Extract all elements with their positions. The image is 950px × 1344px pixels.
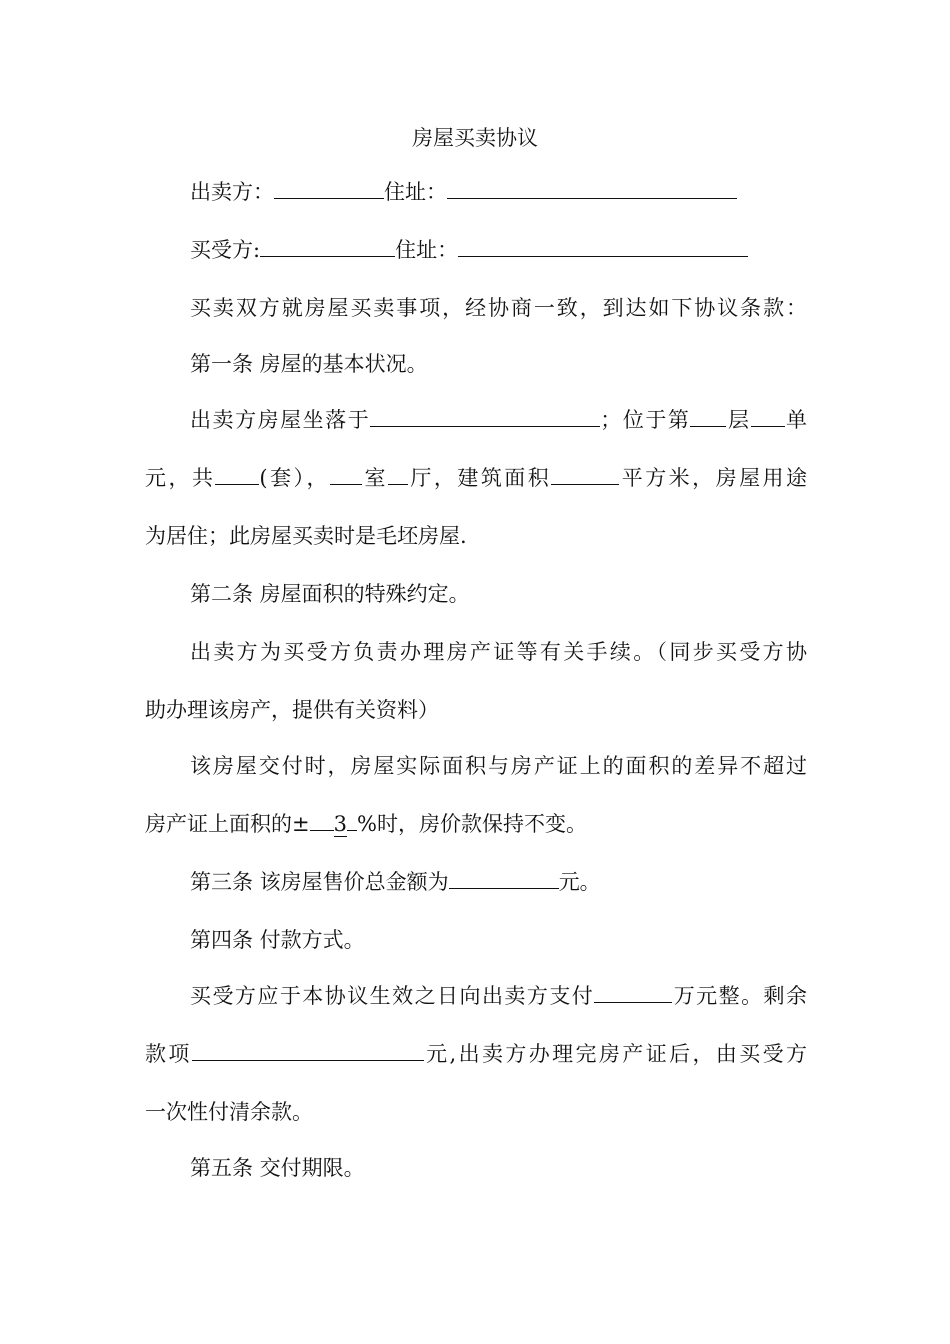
floor-blank <box>690 408 726 427</box>
article3-text-a: 第三条 该房屋售价总金额为 <box>190 870 449 894</box>
sets-blank <box>215 466 259 485</box>
remaining-amount-blank <box>192 1042 424 1061</box>
seller-address-label: 住址： <box>384 180 447 204</box>
article1-line3: 为居住；此房屋买卖时是毛坯房屋. <box>145 524 467 548</box>
article1-text-a: 出卖方房屋坐落于 <box>190 408 371 432</box>
area-blank <box>551 466 619 485</box>
buyer-address-label: 住址： <box>395 238 459 262</box>
tolerance-blank-right <box>347 812 357 831</box>
document-title: 房屋买卖协议 <box>412 126 538 150</box>
seller-address-blank <box>447 180 737 199</box>
article1-text-g: 室 <box>362 466 388 490</box>
article4-line3: 一次性付清余款。 <box>145 1100 313 1124</box>
article2-heading: 第二条 房屋面积的特殊约定。 <box>190 582 470 606</box>
halls-blank <box>388 466 408 485</box>
article5-heading: 第五条 交付期限。 <box>190 1156 365 1180</box>
article1-text-e: 元，共 <box>145 466 216 490</box>
article2-p2-line2 <box>145 810 807 838</box>
article4-line2 <box>145 1040 807 1068</box>
down-payment-blank <box>594 984 672 1003</box>
article1-heading: 第一条 房屋的基本状况。 <box>190 352 428 376</box>
tolerance-text: %时，房价款保持不变。 <box>356 812 587 836</box>
buyer-line <box>190 236 807 264</box>
seller-name-blank <box>274 180 384 199</box>
total-price-blank <box>449 870 559 889</box>
buyer-name-blank <box>260 238 395 257</box>
tolerance-blank-left <box>310 812 334 831</box>
tolerance-value: 3 <box>333 812 347 836</box>
buyer-address-blank <box>458 238 748 257</box>
article4-text-b: 万元整。剩余 <box>672 984 807 1008</box>
article1-text-f: (套）， <box>259 466 330 490</box>
seller-line <box>190 178 807 206</box>
location-blank <box>370 408 600 427</box>
article1-text-i: 平方米，房屋用途 <box>619 466 808 490</box>
buyer-label: 买受方: <box>190 238 261 262</box>
article2-p2-line1: 该房屋交付时，房屋实际面积与房产证上的面积的差异不超过 <box>190 754 807 778</box>
article4-line1 <box>190 982 807 1010</box>
seller-label: 出卖方： <box>190 180 274 204</box>
article1-text-h: 厅，建筑面积 <box>407 466 552 490</box>
article1-text-c: 层 <box>726 408 751 432</box>
article4-text-a: 买受方应于本协议生效之日向出卖方支付 <box>190 984 595 1008</box>
article1-text-b: ；位于第 <box>600 408 691 432</box>
intro-paragraph: 买卖双方就房屋买卖事项，经协商一致，到达如下协议条款： <box>190 296 807 320</box>
article1-text-d: 单 <box>784 408 808 432</box>
article4-text-d: 元,出卖方办理完房产证后，由买受方 <box>423 1042 807 1066</box>
article2-p1-line2: 助办理该房产，提供有关资料） <box>145 698 439 722</box>
tolerance-label: 房产证上面积的± <box>145 812 310 836</box>
article1-line2 <box>145 464 807 492</box>
article2-p1-line1: 出卖方为买受方负责办理房产证等有关手续。（同步买受方协 <box>190 640 807 664</box>
article4-heading: 第四条 付款方式。 <box>190 928 365 952</box>
article3-line <box>190 868 807 896</box>
article3-text-b: 元。 <box>558 870 601 894</box>
article4-text-c: 款项 <box>145 1042 192 1066</box>
unit-blank <box>751 408 785 427</box>
article1-line1 <box>190 406 807 434</box>
rooms-blank <box>330 466 362 485</box>
